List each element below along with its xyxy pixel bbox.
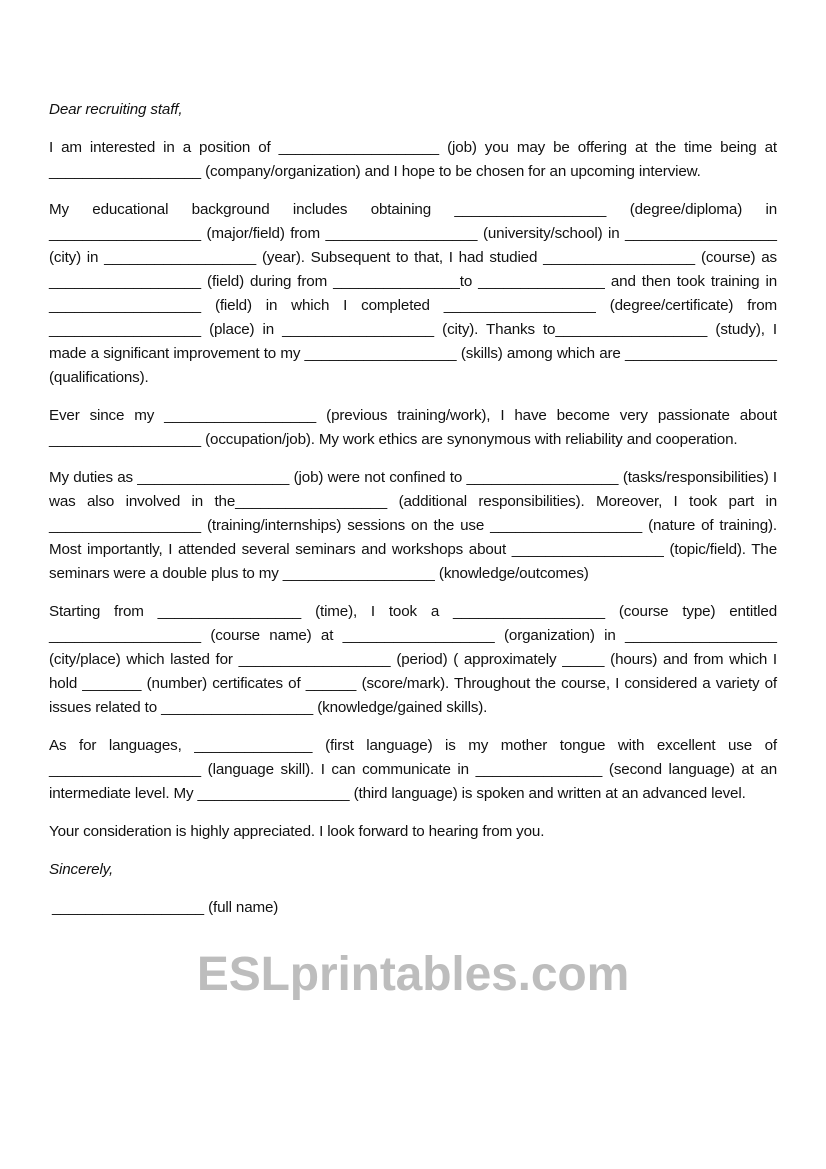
paragraph-languages <box>49 734 777 806</box>
paragraph-text: My educational background includes obtaining <box>49 201 455 218</box>
fill-in-blank[interactable]: __________________ <box>137 469 290 486</box>
signature-label: (full name) <box>204 899 279 916</box>
fill-in-blank[interactable]: __________________ <box>49 163 202 180</box>
fill-in-blank[interactable]: _______________ <box>333 273 460 290</box>
paragraph-text: (nature of training). Most importantly, I attended several seminars and workshops about <box>49 517 777 558</box>
fill-in-blank[interactable]: __________________ <box>49 761 202 778</box>
paragraph-position-interest <box>49 136 777 184</box>
paragraph-text: (field) in which I completed <box>201 297 444 314</box>
fill-in-blank[interactable]: ______ <box>305 675 357 692</box>
fill-in-blank[interactable]: __________________ <box>49 517 202 534</box>
fill-in-blank[interactable]: __________________ <box>342 627 495 644</box>
paragraph-text: (job) were not confined to <box>289 469 467 486</box>
paragraph-text: (first language) is my mother tongue with excellent use of <box>312 737 777 754</box>
paragraph-text: (tasks/responsibilities) I was also involved in the <box>49 469 777 510</box>
fill-in-blank[interactable]: __________________ <box>454 201 607 218</box>
paragraph-text: (job) you may be offering at the time being at <box>439 139 777 156</box>
paragraph-text: (hours) and from which I hold <box>49 651 777 692</box>
paragraph-text: (course name) at <box>201 627 343 644</box>
paragraph-text: (time), I took a <box>301 603 453 620</box>
fill-in-blank[interactable]: _______________ <box>475 761 603 778</box>
fill-in-blank[interactable]: __________________ <box>624 345 777 362</box>
fill-in-blank[interactable]: __________________ <box>555 321 708 338</box>
paragraph-education <box>49 198 777 390</box>
fill-in-blank[interactable]: __________________ <box>543 249 696 266</box>
paragraph-text: (company/organization) and I hope to be chosen for an upcoming interview. <box>201 163 701 180</box>
fill-in-blank[interactable]: __________________ <box>161 699 314 716</box>
paragraph-text: to <box>459 273 479 290</box>
fill-in-blank[interactable]: _______ <box>82 675 142 692</box>
paragraph-text: (qualifications). <box>49 369 149 386</box>
fill-in-blank[interactable]: __________________ <box>49 627 202 644</box>
paragraph-passion <box>49 404 777 452</box>
sign-off: Sincerely, <box>49 861 114 878</box>
paragraph-text: Starting from <box>49 603 158 620</box>
paragraph-courses <box>49 600 777 720</box>
paragraph-text: (third language) is spoken and written at an advanced level. <box>349 785 746 802</box>
closing-sentence: Your consideration is highly appreciated. I look forward to hearing from you. <box>49 823 545 840</box>
fill-in-blank[interactable]: __________________ <box>624 225 777 242</box>
fill-in-blank[interactable]: __________________ <box>624 627 777 644</box>
paragraph-text: (major/field) from <box>201 225 326 242</box>
fill-in-blank[interactable]: __________________ <box>49 297 202 314</box>
fill-in-blank[interactable]: __________________ <box>235 493 388 510</box>
fill-in-blank[interactable]: __________________ <box>466 469 619 486</box>
paragraph-text: (knowledge/outcomes) <box>434 565 589 582</box>
paragraph-text: and then took training in <box>604 273 777 290</box>
fill-in-blank[interactable]: __________________ <box>49 431 202 448</box>
paragraph-text: (organization) in <box>494 627 625 644</box>
paragraph-text: (study), I made a significant improvement to my <box>49 321 777 362</box>
fill-in-blank[interactable]: _________________ <box>157 603 302 620</box>
paragraph-text: (occupation/job). My work ethics are synonymous with reliability and cooperation. <box>201 431 738 448</box>
fill-in-blank[interactable]: _______________ <box>478 273 605 290</box>
paragraph-text: (previous training/work), I have become very passionate about <box>316 407 777 424</box>
paragraph-text: (number) certificates of <box>141 675 306 692</box>
paragraph-text: (second language) at an intermediate level. My <box>49 761 777 802</box>
watermark-text: ESLprintables.com <box>196 948 630 1001</box>
fill-in-blank[interactable]: __________________ <box>325 225 478 242</box>
paragraph-text: (city/place) which lasted for <box>49 651 239 668</box>
watermark <box>49 946 777 1024</box>
paragraph-text: (period) ( approximately <box>390 651 563 668</box>
paragraph-text: (degree/diploma) in <box>606 201 777 218</box>
paragraph-text: (language skill). I can communicate in <box>201 761 476 778</box>
paragraph-text: As for languages, <box>49 737 195 754</box>
fill-in-blank[interactable]: __________________ <box>104 249 257 266</box>
paragraph-text: (training/internships) sessions on the use <box>201 517 491 534</box>
salutation: Dear recruiting staff, <box>49 101 183 118</box>
paragraph-text: (field) during from <box>201 273 334 290</box>
signature-line <box>49 896 777 920</box>
paragraph-text: (university/school) in <box>477 225 625 242</box>
fill-in-blank-full-name[interactable]: __________________ <box>52 899 205 916</box>
paragraph-text: (topic/field). The seminars were a double plus to my <box>49 541 778 582</box>
fill-in-blank[interactable]: __________________ <box>49 273 202 290</box>
letter-document <box>49 0 777 1024</box>
paragraph-text: (place) in <box>201 321 283 338</box>
paragraph-text: My duties as <box>49 469 138 486</box>
fill-in-blank[interactable]: __________________ <box>443 297 596 314</box>
paragraph-text: (additional responsibilities). Moreover, I took part in <box>387 493 778 510</box>
fill-in-blank[interactable]: __________________ <box>197 785 350 802</box>
paragraph-text: (city). Thanks to <box>434 321 556 338</box>
fill-in-blank[interactable]: ______________ <box>194 737 313 754</box>
paragraph-text: (degree/certificate) from <box>595 297 777 314</box>
paragraph-text: (city) in <box>49 249 105 266</box>
paragraph-text: (course) as <box>695 249 777 266</box>
fill-in-blank[interactable]: __________________ <box>304 345 457 362</box>
paragraph-text: (skills) among which are <box>456 345 625 362</box>
fill-in-blank[interactable]: __________________ <box>49 225 202 242</box>
paragraph-text: (score/mark). Throughout the course, I considered a variety of issues related to <box>49 675 777 716</box>
paragraph-text: I am interested in a position of <box>49 139 279 156</box>
paragraph-duties <box>49 466 777 586</box>
fill-in-blank[interactable]: __________________ <box>282 321 435 338</box>
fill-in-blank[interactable]: __________________ <box>511 541 664 558</box>
fill-in-blank[interactable]: __________________ <box>164 407 317 424</box>
paragraph-text: Ever since my <box>49 407 165 424</box>
paragraph-text: (course type) entitled <box>605 603 777 620</box>
fill-in-blank[interactable]: _____ <box>562 651 605 668</box>
fill-in-blank[interactable]: __________________ <box>282 565 435 582</box>
paragraph-text: (knowledge/gained skills). <box>313 699 488 716</box>
fill-in-blank[interactable]: __________________ <box>49 321 202 338</box>
fill-in-blank[interactable]: ___________________ <box>278 139 440 156</box>
fill-in-blank[interactable]: __________________ <box>490 517 643 534</box>
fill-in-blank[interactable]: __________________ <box>452 603 606 620</box>
fill-in-blank[interactable]: __________________ <box>238 651 391 668</box>
paragraph-text: (year). Subsequent to that, I had studied <box>256 249 544 266</box>
